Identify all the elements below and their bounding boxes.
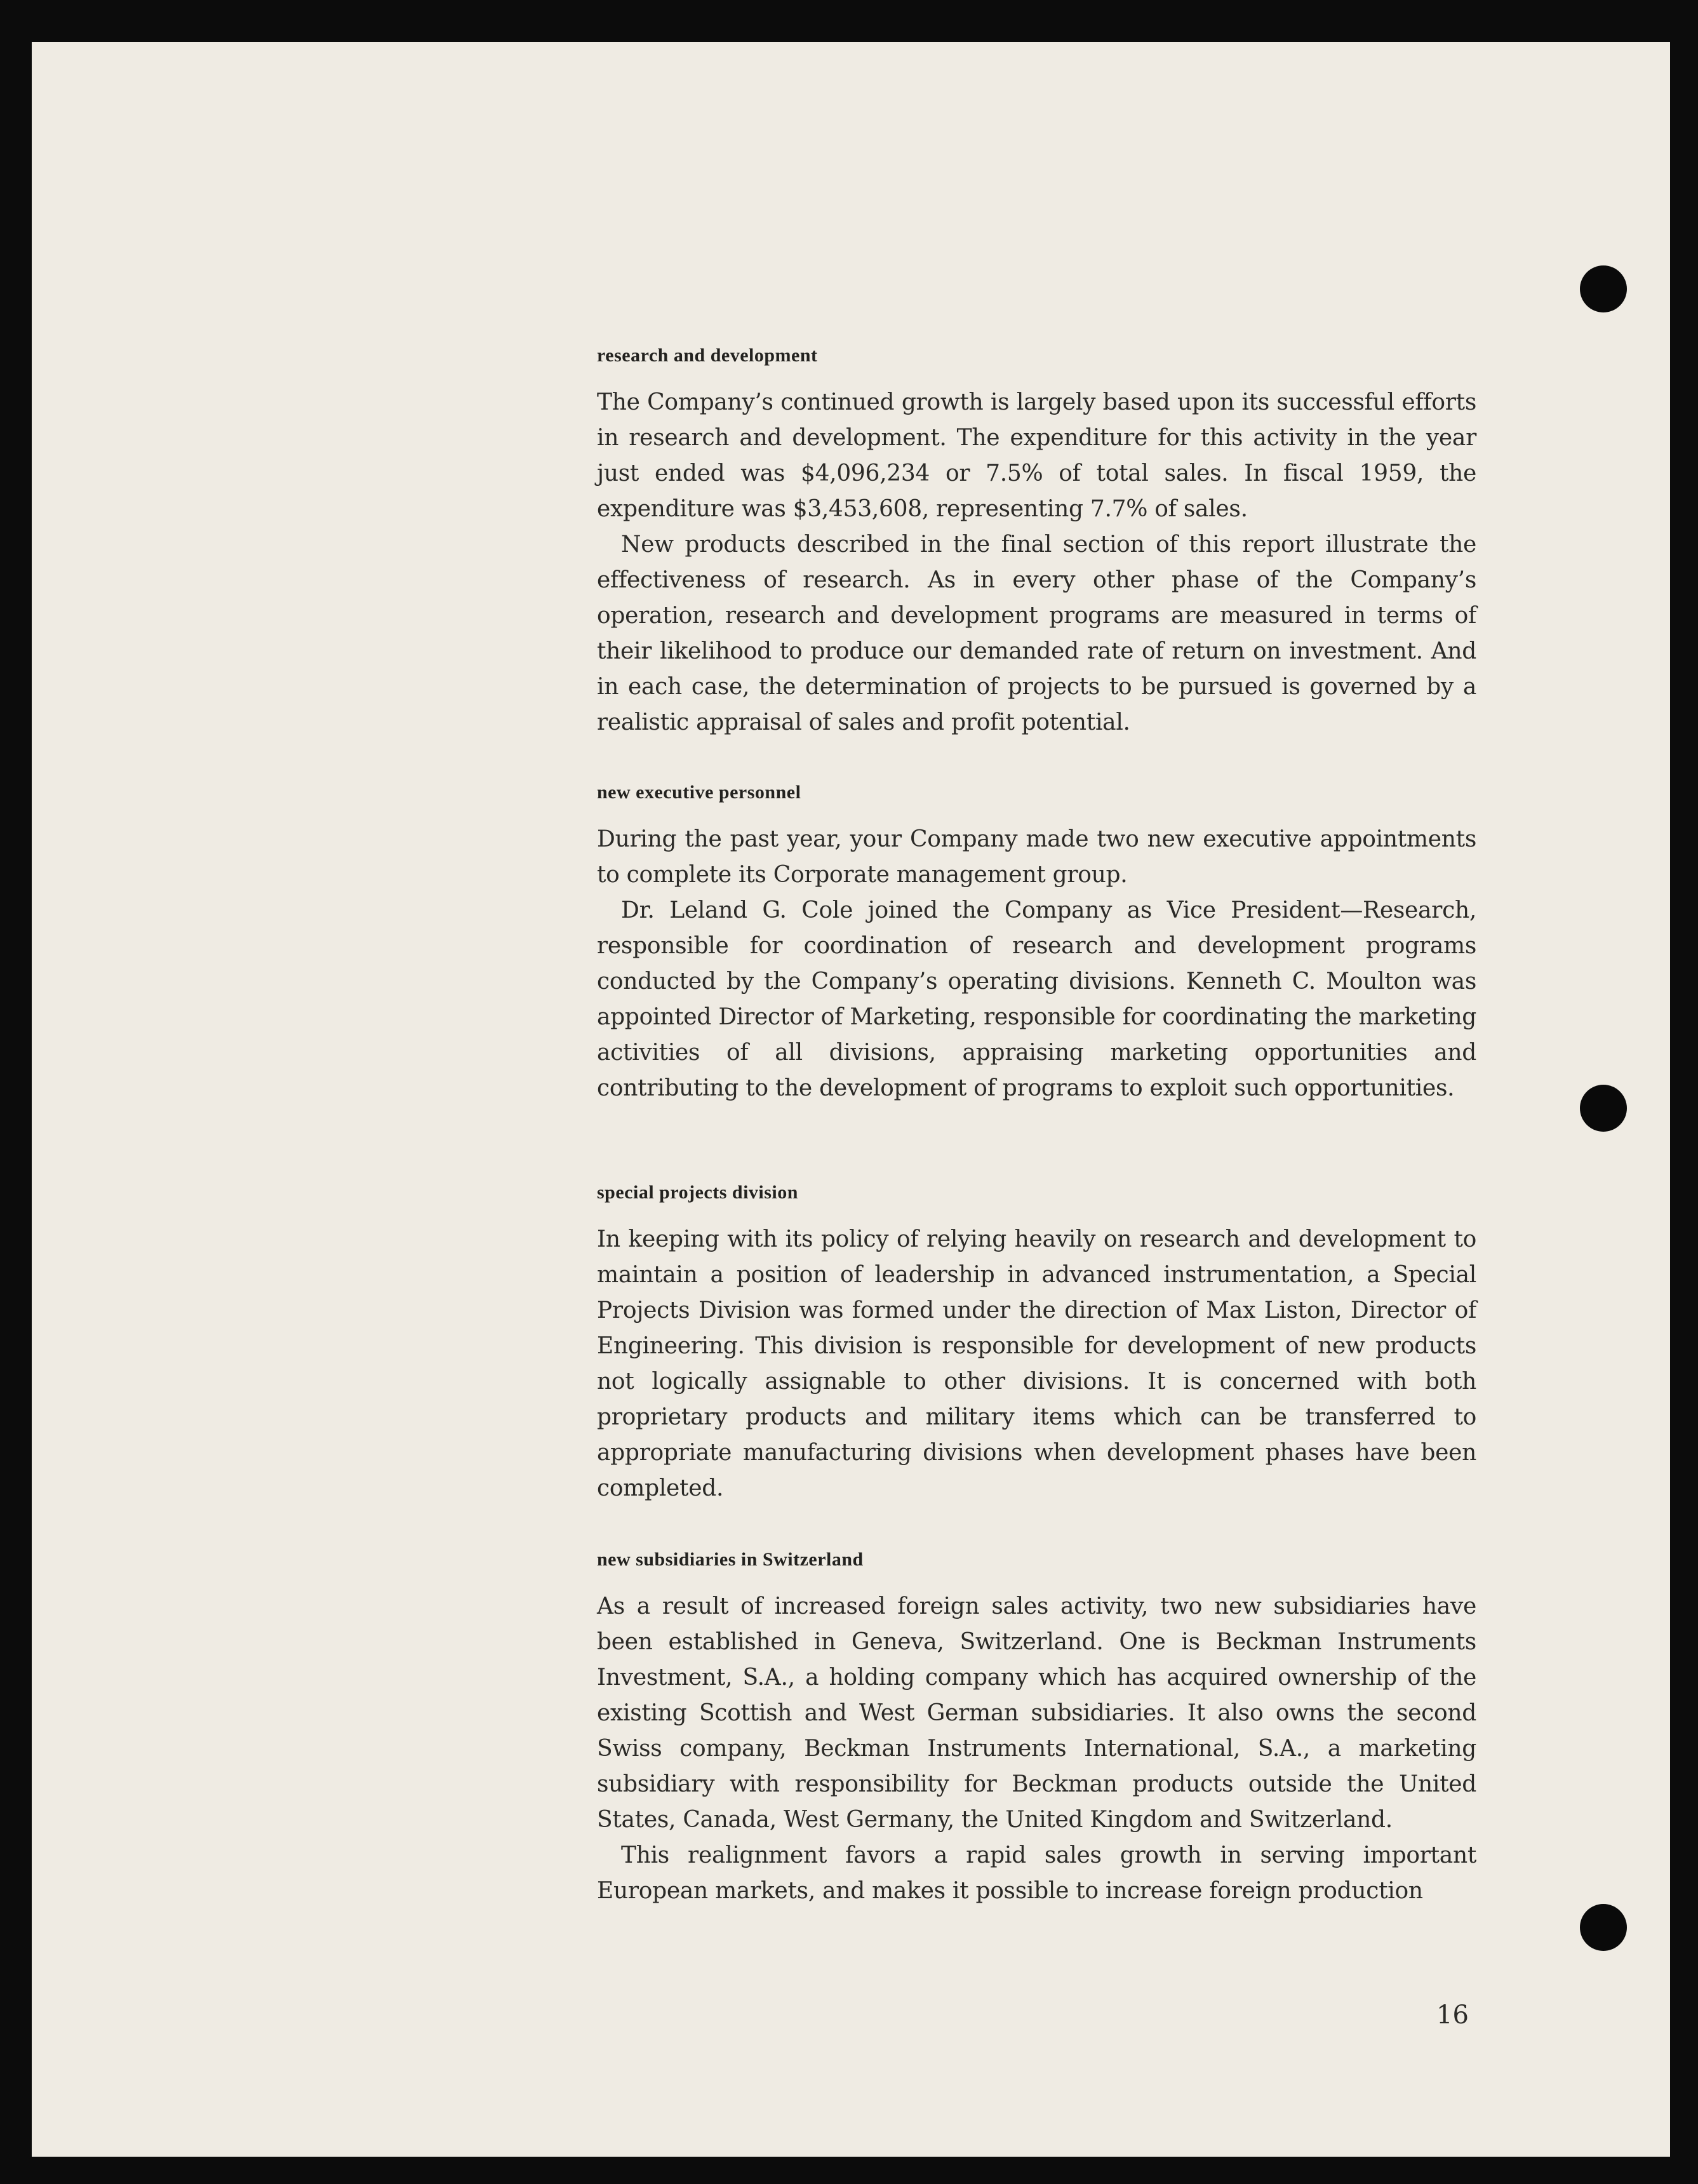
section-heading: research and development: [597, 345, 818, 366]
paragraph: In keeping with its policy of relying heavily on research and development to maintain a position of leadership in advanced instrumentation, a Special Projects Division was formed under the direction of Max Liston, Director of Engineering. This division is responsible for development of new products not logically assignable to other divisions. It is concerned with both proprietary products and military items which can be transferred to appropriate manufacturing divisions when development phases have been completed.: [597, 1226, 1476, 1501]
punch-hole-top: [1580, 265, 1627, 312]
punch-hole-middle: [1580, 1085, 1627, 1132]
section-heading: new subsidiaries in Switzerland: [597, 1549, 864, 1570]
paragraph: The Company’s continued growth is largely based upon its successful efforts in research and development. The expenditure for this activity in the year just ended was $4,096,234 or 7.5% of total sales. In fiscal 1959, the expenditure was $3,453,608, representing 7.7% of sales.: [597, 389, 1476, 522]
paragraph: Dr. Leland G. Cole joined the Company as Vice President—Research, responsible for coordination of research and development programs conducted by the Company’s operating divisions. Kenneth C. Moulton was appointed Director of Marketing, responsible for coordinating the marketing activities of all divisions, appraising marketing opportunities and contributing to the development of programs to exploit such opportunities.: [597, 897, 1476, 1101]
paragraph: During the past year, your Company made two new executive appointments to complete its Corporate management group.: [597, 826, 1476, 888]
section-special-projects-division: [597, 1180, 1476, 1506]
paragraph: New products described in the final section of this report illustrate the effectiveness of research. As in every other phase of the Company’s operation, research and development programs are measured in terms of their likelihood to produce our demanded rate of return on investment. And in each case, the determination of projects to be pursued is governed by a realistic appraisal of sales and profit potential.: [597, 532, 1476, 735]
section-heading: new executive personnel: [597, 782, 801, 803]
punch-hole-bottom: [1580, 1904, 1627, 1951]
section-new-subsidiaries: [597, 1547, 1476, 1909]
paragraph: This realignment favors a rapid sales growth in serving important European markets, and makes it possible to increase foreign production: [597, 1842, 1476, 1904]
section-new-executive-personnel: [597, 780, 1476, 1106]
section-research-and-development: [597, 343, 1476, 740]
section-heading: special projects division: [597, 1182, 798, 1203]
page-number: 16: [1436, 2000, 1469, 2030]
paragraph: As a result of increased foreign sales activity, two new subsidiaries have been established in Geneva, Switzerland. One is Beckman Instruments Investment, S.A., a holding company which has acquired ownership of the existing Scottish and West German subsidiaries. It also owns the second Swiss company, Beckman Instruments International, S.A., a marketing subsidiary with responsibility for Beckman products outside the United States, Canada, West Germany, the United Kingdom and Switzerland.: [597, 1593, 1476, 1833]
